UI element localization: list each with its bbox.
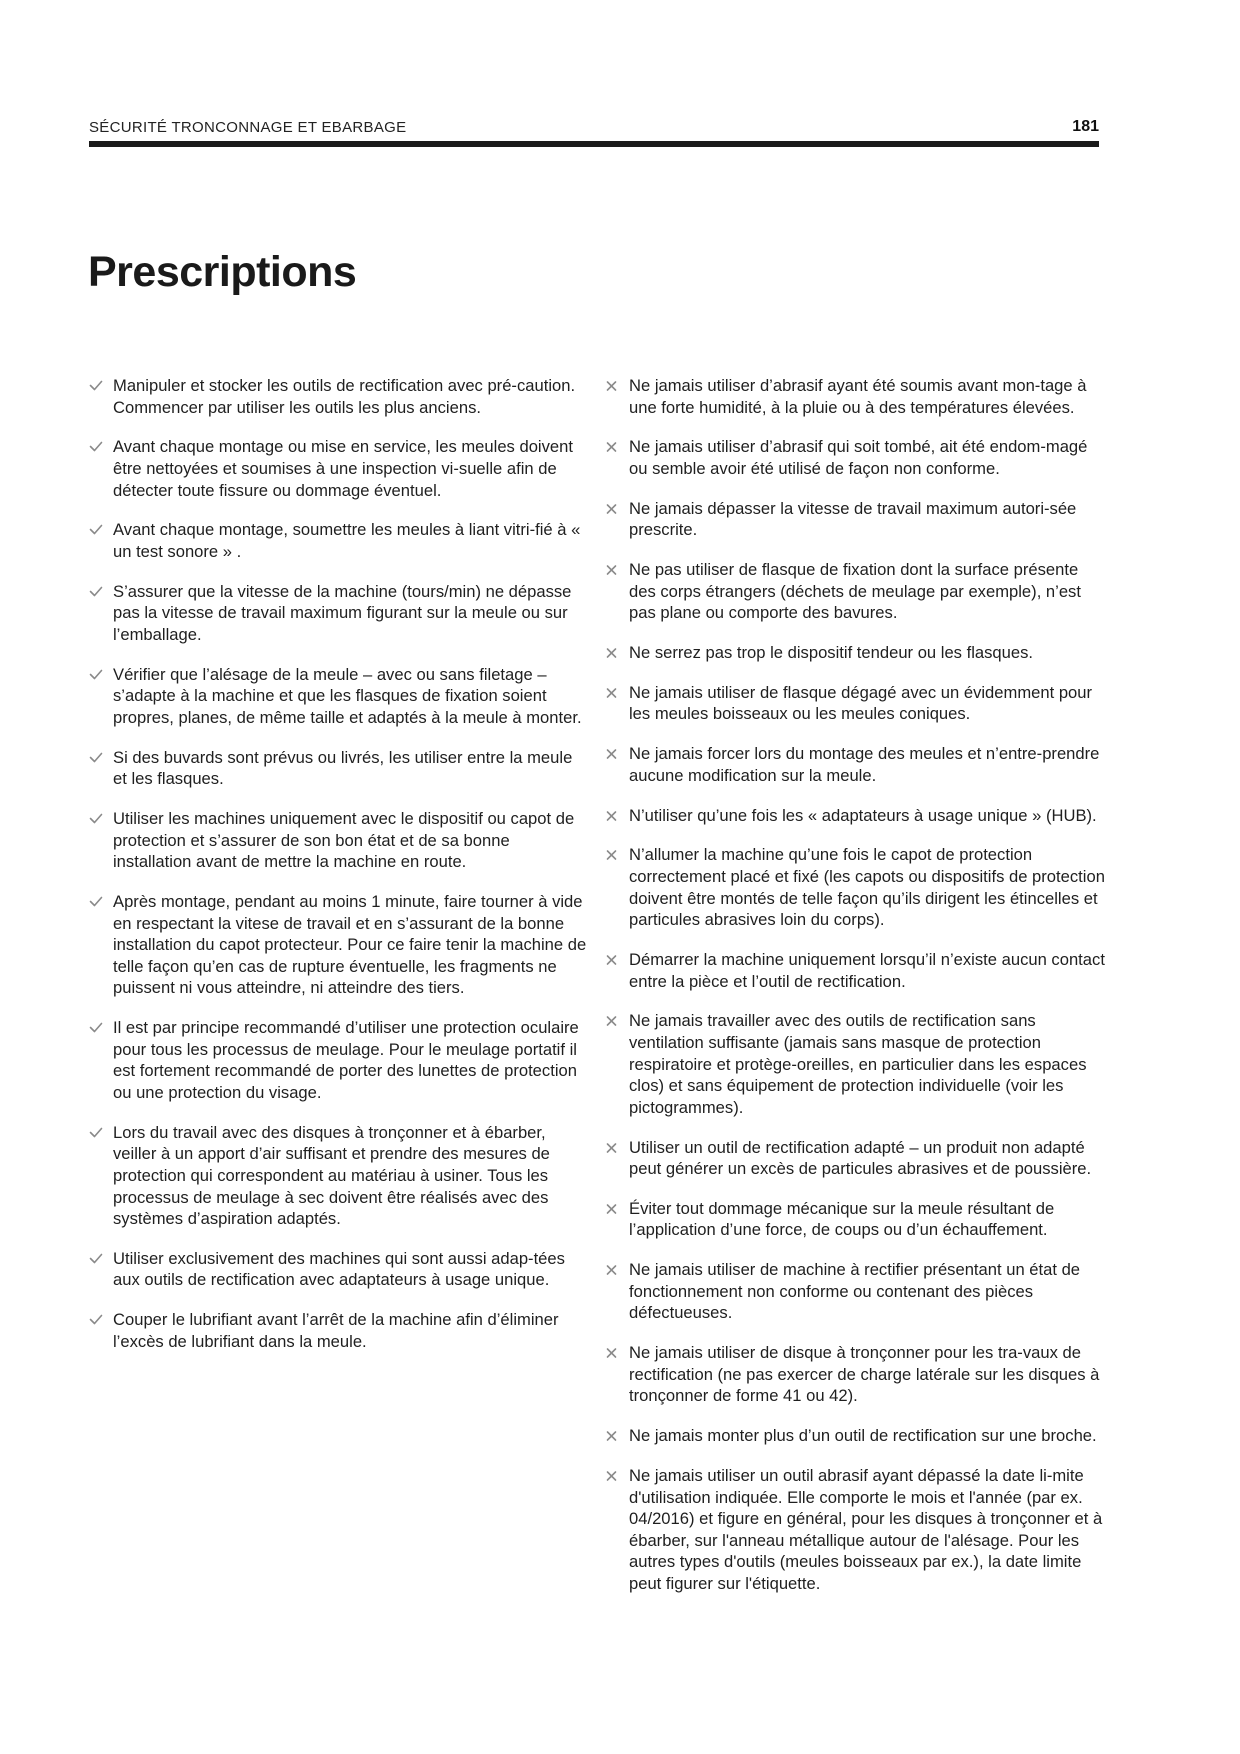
item-text: Couper le lubrifiant avant l’arrêt de la machine afin d’éliminer l’excès de lubrifiant dans la meule. xyxy=(113,1310,559,1351)
item-text: Ne serrez pas trop le dispositif tendeur ou les flasques. xyxy=(629,643,1033,663)
item-text: Lors du travail avec des disques à tronçonner et à ébarber, veiller à un apport d’air suffisant et prendre des mesures de protection qui correspondent au matériau à usiner. Tous les processus de meulage à sec doivent être réalisés avec des systèmes d’aspiration adaptés. xyxy=(113,1122,550,1229)
prohibition-item xyxy=(605,1010,1105,1118)
cross-icon xyxy=(605,379,619,393)
page-number: 181 xyxy=(1072,118,1099,135)
recommendation-item xyxy=(89,664,589,729)
item-text: Manipuler et stocker les outils de rectification avec pré-caution. Commencer par utiliser les outils les plus anciens. xyxy=(113,376,576,417)
item-text: Démarrer la machine uniquement lorsqu’il n’existe aucun contact entre la pièce et l’outil de rectification. xyxy=(629,949,1105,991)
item-text: Utiliser exclusivement des machines qui sont aussi adap-tées aux outils de rectification avec adaptateurs à usage unique. xyxy=(113,1248,565,1290)
prohibition-item xyxy=(605,436,1105,479)
cross-icon xyxy=(605,1202,619,1216)
cross-icon xyxy=(605,563,619,577)
check-icon xyxy=(89,523,103,537)
prohibition-item xyxy=(605,805,1105,827)
prohibition-item xyxy=(605,1465,1105,1595)
cross-icon xyxy=(605,953,619,967)
prohibition-item xyxy=(605,1425,1105,1447)
prohibition-item xyxy=(605,682,1105,725)
item-text: Vérifier que l’alésage de la meule – avec ou sans filetage – s’adapte à la machine et que les flasques de fixation soient propres, planes, de même taille et adaptés à la meule à monter. xyxy=(113,664,582,727)
cross-icon xyxy=(605,1469,619,1483)
cross-icon xyxy=(605,1014,619,1028)
cross-icon xyxy=(605,747,619,761)
cross-icon xyxy=(605,502,619,516)
cross-icon xyxy=(605,1141,619,1155)
check-icon xyxy=(89,440,103,454)
item-text: Il est par principe recommandé d’utiliser une protection oculaire pour tous les processus de meulage. Pour le meulage portatif il est fortement recommandé de porter des lunettes de protection ou une protection du visage. xyxy=(113,1018,579,1102)
page-header xyxy=(89,112,1099,136)
section-title: SÉCURITÉ TRONCONNAGE ET EBARBAGE xyxy=(89,119,407,136)
check-icon xyxy=(89,1313,103,1327)
recommendations-list xyxy=(89,375,589,1371)
cross-icon xyxy=(605,1346,619,1360)
item-text: Ne jamais utiliser de flasque dégagé avec un évidemment pour les meules boisseaux ou les meules coniques. xyxy=(629,682,1093,724)
prohibition-item xyxy=(605,1198,1105,1241)
prohibition-item xyxy=(605,1259,1105,1324)
check-icon xyxy=(89,379,103,393)
header-rule xyxy=(89,141,1099,147)
prohibition-item xyxy=(605,743,1105,786)
recommendation-item xyxy=(89,519,589,562)
prohibition-item xyxy=(605,642,1105,664)
item-text: Éviter tout dommage mécanique sur la meule résultant de l’application d’une force, de coups ou d’un échauffement. xyxy=(629,1198,1055,1240)
check-icon xyxy=(89,1252,103,1266)
check-icon xyxy=(89,895,103,909)
check-icon xyxy=(89,585,103,599)
item-text: N’utiliser qu’une fois les « adaptateurs à usage unique » (HUB). xyxy=(629,805,1097,825)
recommendation-item xyxy=(89,1122,589,1230)
recommendation-item xyxy=(89,808,589,873)
prohibition-item xyxy=(605,375,1105,418)
item-text: S’assurer que la vitesse de la machine (tours/min) ne dépasse pas la vitesse de travail maximum figurant sur la meule ou sur l’emballage. xyxy=(113,581,572,644)
check-icon xyxy=(89,668,103,682)
item-text: Ne jamais forcer lors du montage des meules et n’entre-prendre aucune modification sur la meule. xyxy=(629,744,1100,785)
item-text: Après montage, pendant au moins 1 minute, faire tourner à vide en respectant la vitese de travail et en s’assurant de la bonne installation du capot protecteur. Pour ce faire tenir la machine de telle façon qu’en cas de rupture éventuelle, les fragments ne puissent ni vous atteindre, ni atteindre des tiers. xyxy=(113,892,587,998)
recommendation-item xyxy=(89,1309,589,1352)
check-icon xyxy=(89,751,103,765)
page-title: Prescriptions xyxy=(88,248,357,296)
item-text: Ne jamais dépasser la vitesse de travail maximum autori-sée prescrite. xyxy=(629,498,1077,540)
cross-icon xyxy=(605,848,619,862)
check-icon xyxy=(89,1021,103,1035)
prohibition-item xyxy=(605,559,1105,624)
cross-icon xyxy=(605,686,619,700)
item-text: N’allumer la machine qu’une fois le capot de protection correctement placé et fixé (les capots ou dispositifs de protection doivent être montés de telle façon qu’ils dirigent les étincelles et particules abrasives loin du corps). xyxy=(629,845,1105,930)
recommendation-item xyxy=(89,375,589,418)
item-text: Ne jamais travailler avec des outils de rectification sans ventilation suffisante (jamais sans masque de protection respiratoire et protège-oreilles, en particulier dans les espaces clos) et sans équipement de protection individuelle (voir les pictogrammes). xyxy=(629,1011,1087,1117)
recommendation-item xyxy=(89,581,589,646)
item-text: Ne pas utiliser de flasque de fixation dont la surface présente des corps étrangers (déchets de meulage par exemple), n’est pas plane ou comporte des bavures. xyxy=(629,560,1081,623)
recommendation-item xyxy=(89,747,589,790)
prohibition-item xyxy=(605,844,1105,930)
item-text: Ne jamais utiliser un outil abrasif ayant dépassé la date li-mite d'utilisation indiquée. Elle comporte le mois et l'année (par ex. 04/2016) et figure en général, pour les disques à tronçonner et à ébarber, sur l'anneau métallique autour de l'alésage. Pour les autres types d'outils (meules boisseaux par ex.), la date limite peut figurer sur l'étiquette. xyxy=(629,1465,1103,1593)
prohibition-item xyxy=(605,949,1105,992)
prohibition-item xyxy=(605,1342,1105,1407)
item-text: Utiliser les machines uniquement avec le dispositif ou capot de protection et s’assurer de son bon état et de sa bonne installation avant de mettre la machine en route. xyxy=(113,809,575,872)
cross-icon xyxy=(605,1263,619,1277)
item-text: Si des buvards sont prévus ou livrés, les utiliser entre la meule et les flasques. xyxy=(113,747,573,789)
cross-icon xyxy=(605,1429,619,1443)
item-text: Avant chaque montage ou mise en service, les meules doivent être nettoyées et soumises à une inspection vi-suelle afin de détecter toute fissure ou dommage éventuel. xyxy=(113,437,573,500)
item-text: Ne jamais utiliser de machine à rectifier présentant un état de fonctionnement non conforme ou contenant des pièces défectueuses. xyxy=(629,1260,1081,1323)
item-text: Ne jamais monter plus d’un outil de rectification sur une broche. xyxy=(629,1426,1097,1446)
check-icon xyxy=(89,1126,103,1140)
item-text: Ne jamais utiliser d’abrasif ayant été soumis avant mon-tage à une forte humidité, à la pluie ou à des températures élevées. xyxy=(629,376,1087,417)
recommendation-item xyxy=(89,891,589,999)
cross-icon xyxy=(605,440,619,454)
item-text: Ne jamais utiliser de disque à tronçonner pour les tra-vaux de rectification (ne pas exercer de charge latérale sur les disques à tronçonner de forme 41 ou 42). xyxy=(629,1343,1100,1406)
cross-icon xyxy=(605,646,619,660)
recommendation-item xyxy=(89,1248,589,1291)
recommendation-item xyxy=(89,1017,589,1103)
item-text: Utiliser un outil de rectification adapté – un produit non adapté peut générer un excès de particules abrasives et de poussière. xyxy=(629,1137,1092,1179)
item-text: Avant chaque montage, soumettre les meules à liant vitri-fié à « un test sonore » . xyxy=(113,520,581,561)
check-icon xyxy=(89,812,103,826)
prohibitions-list xyxy=(605,375,1105,1613)
item-text: Ne jamais utiliser d’abrasif qui soit tombé, ait été endom-magé ou semble avoir été utilisé de façon non conforme. xyxy=(629,437,1088,478)
prohibition-item xyxy=(605,1137,1105,1180)
recommendation-item xyxy=(89,436,589,501)
prohibition-item xyxy=(605,498,1105,541)
cross-icon xyxy=(605,809,619,823)
